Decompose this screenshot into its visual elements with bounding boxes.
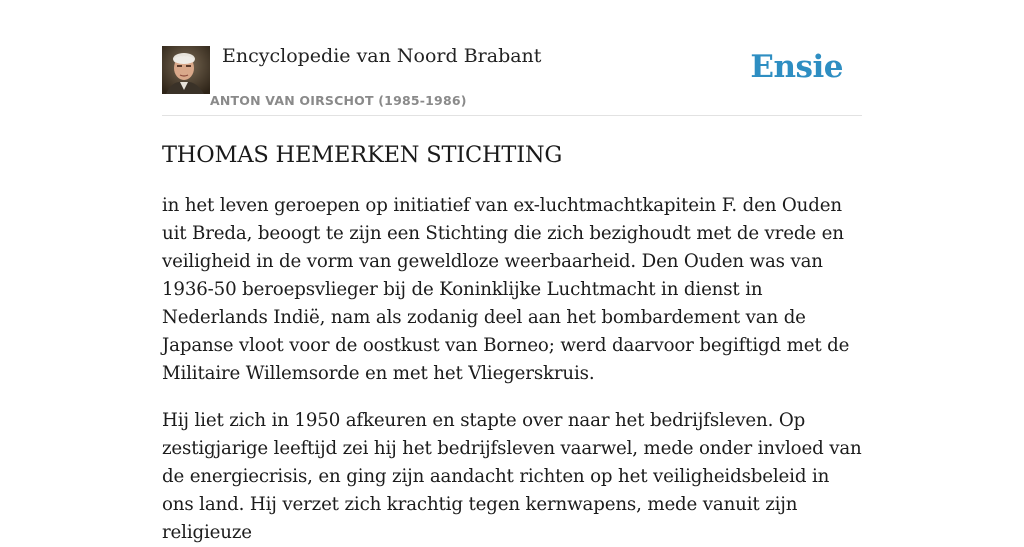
book-title[interactable]: Encyclopedie van Noord Brabant: [222, 45, 542, 67]
article-paragraph-1: in het leven geroepen op initiatief van ex-luchtmachtkapitein F. den Ouden uit Breda, beoogt te zijn een Stichting die zich bezighoudt met de vrede en veiligheid in de vorm van geweldloze weerbaarheid. Den Ouden was van 1936-50 beroepsvlieger bij de Koninklijke Luchtmacht in dienst in Nederlands Indië, nam als zodanig deel aan het bombardement van de Japanse vloot voor de oostkust van Borneo; werd daarvoor begiftigd met de Militaire Willemsorde en met het Vliegerskruis.: [162, 195, 850, 384]
article: [162, 140, 862, 547]
article-title: THOMAS HEMERKEN STICHTING: [162, 142, 563, 168]
author-avatar[interactable]: [162, 46, 210, 94]
author-portrait-icon: [162, 46, 210, 94]
author-name[interactable]: ANTON VAN OIRSCHOT (1985-1986): [210, 93, 467, 108]
article-paragraph-2: Hij liet zich in 1950 afkeuren en stapte over naar het bedrijfsleven. Op zestigjarige leeftijd zei hij het bedrijfsleven vaarwel, mede onder invloed van de energiecrisis, en ging zijn aandacht richten op het veiligheidsbeleid in ons land. Hij verzet zich krachtig tegen kernwapens, mede vanuit zijn religieuze: [162, 410, 862, 543]
ensie-logo[interactable]: Ensie: [750, 49, 843, 85]
header: [162, 0, 862, 116]
